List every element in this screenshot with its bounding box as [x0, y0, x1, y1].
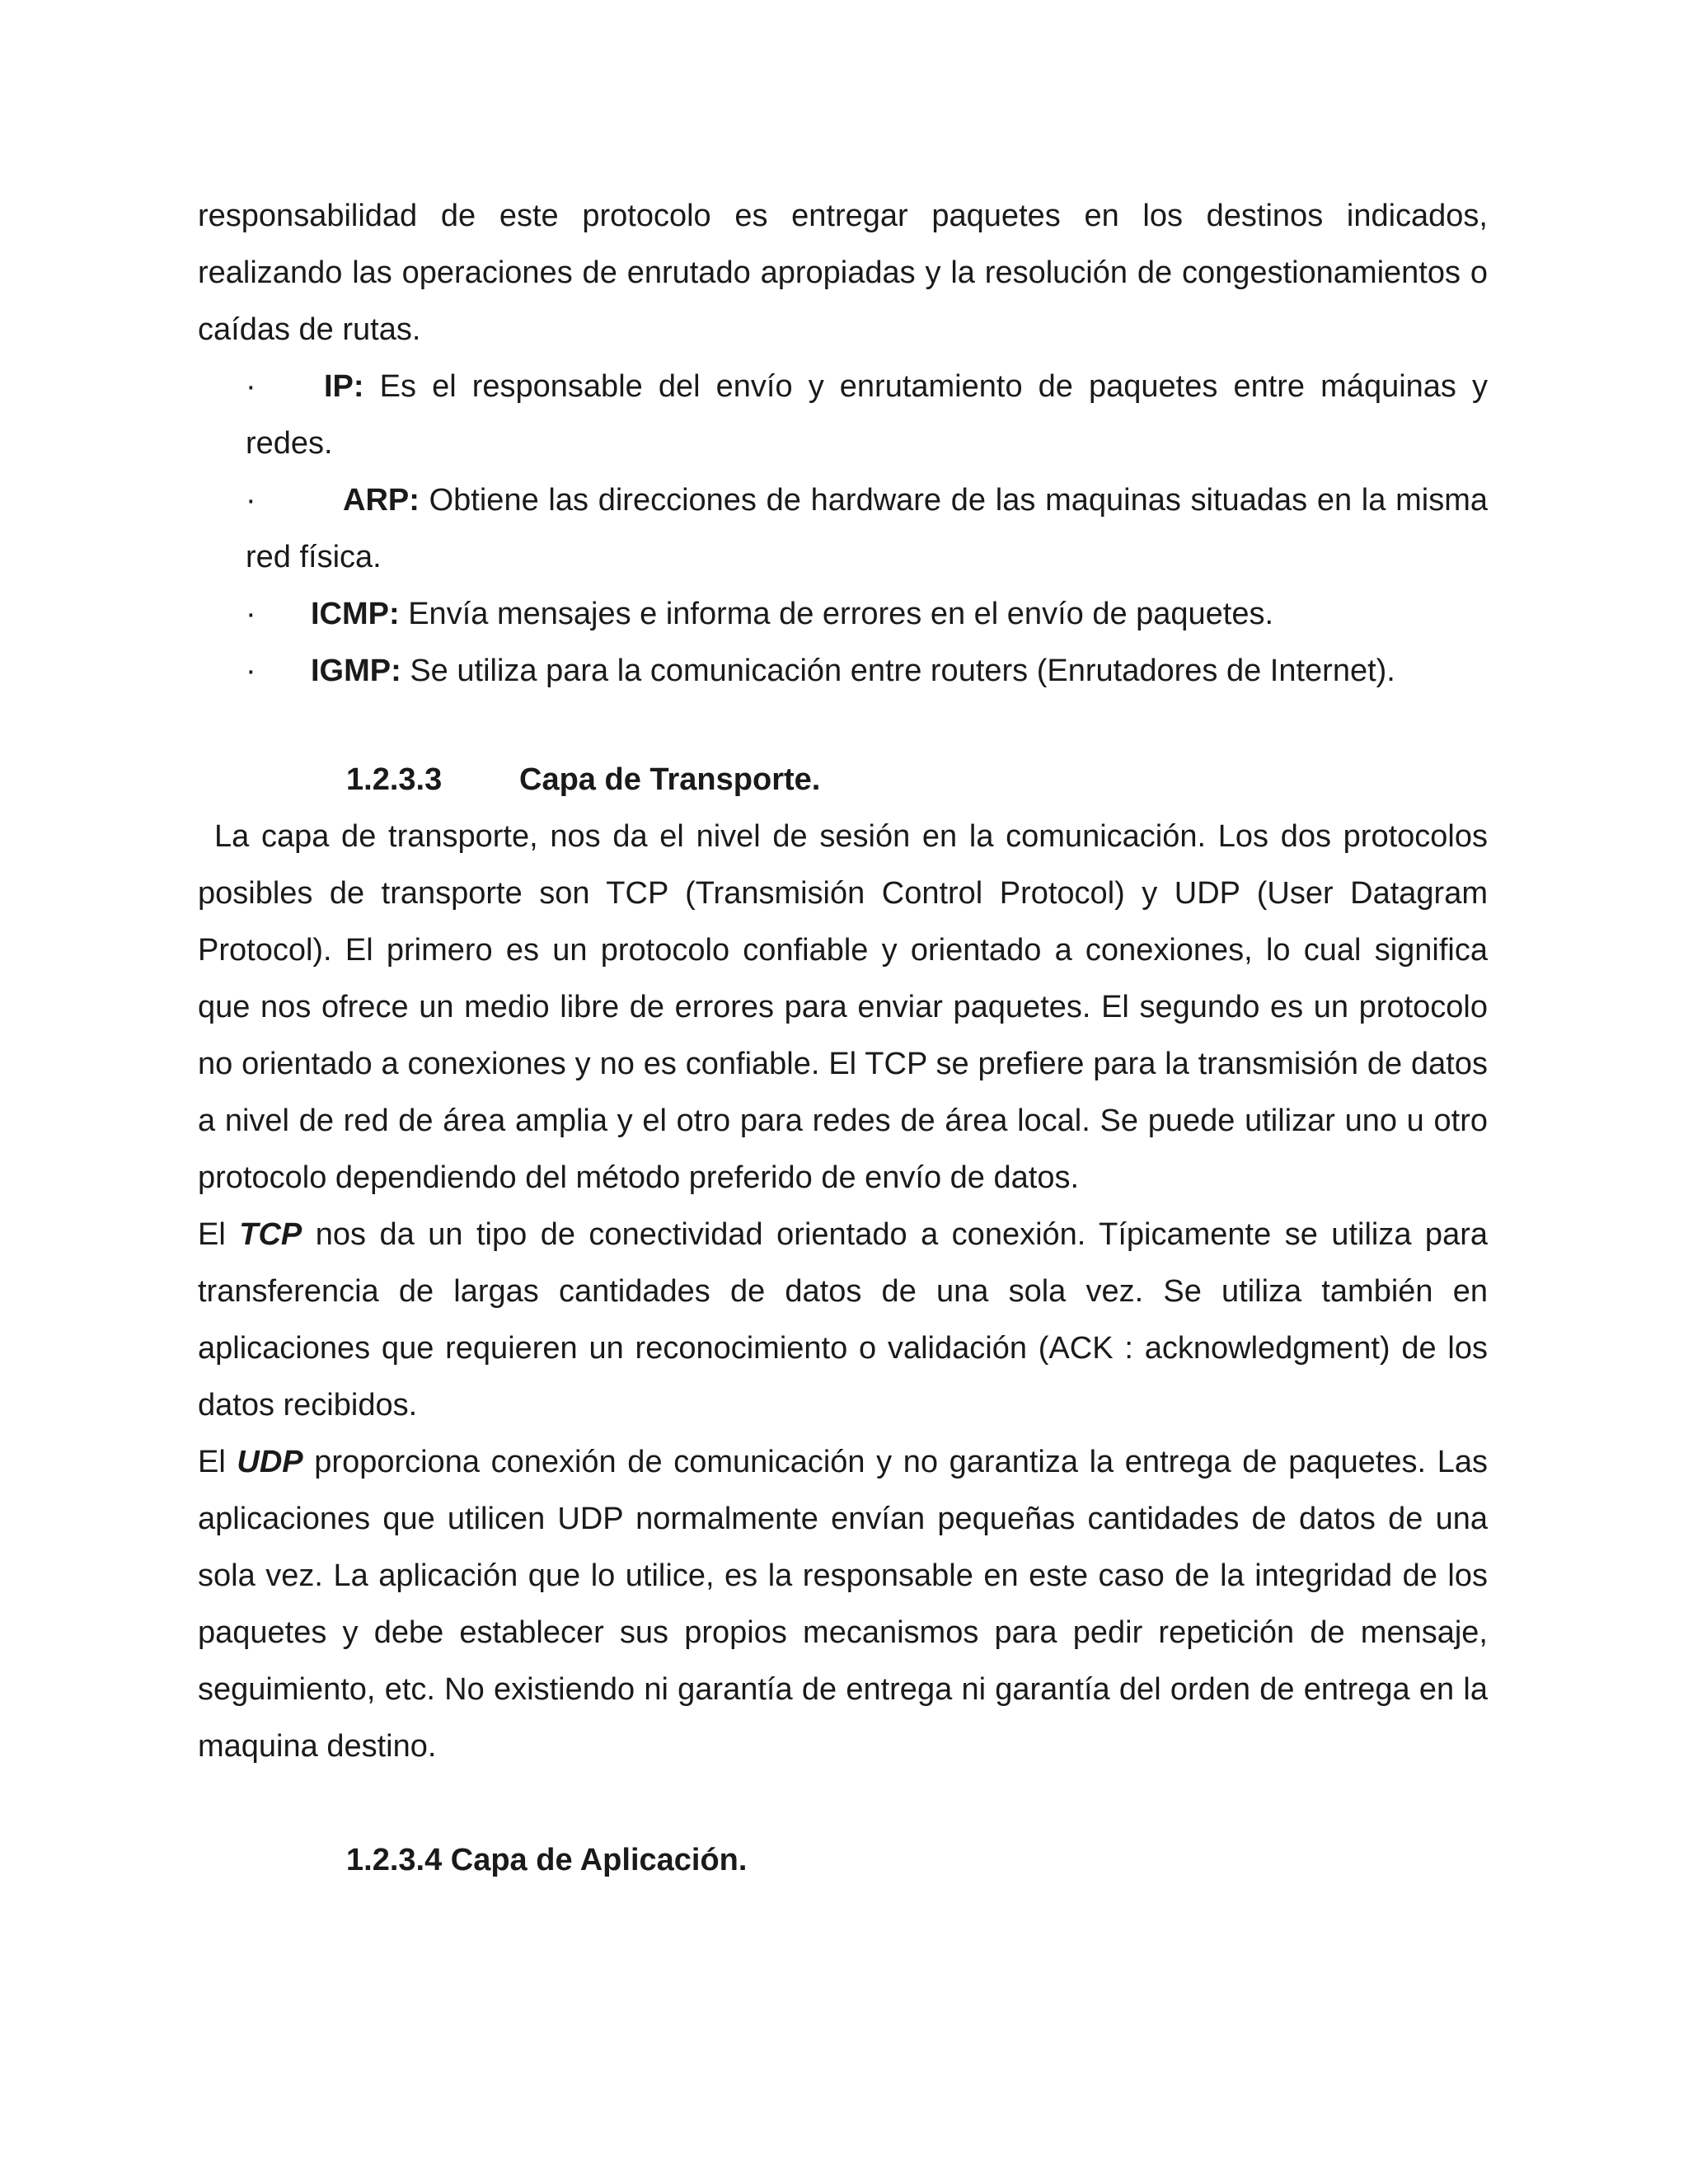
section-heading-application: 1.2.3.4 Capa de Aplicación. — [346, 1843, 748, 1877]
bullet-icmp — [246, 586, 1488, 643]
tcp-paragraph — [198, 1207, 1488, 1434]
bullet-arp — [246, 472, 1488, 586]
udp-prefix: El — [198, 1445, 237, 1479]
section-title: Capa de Transporte. — [519, 762, 821, 797]
bullet-marker: · — [246, 369, 256, 404]
udp-text: proporciona conexión de comunicación y no garantiza la entrega de paquetes. Las aplicaciones que utilicen UDP normalmente envían pequeñas cantidades de datos de una sola vez. La aplicación que lo utilice, es la responsable en este caso de la integridad de los paquetes y debe establecer sus propios mecanismos para pedir repetición de mensaje, seguimiento, etc. No existiendo ni garantía de entrega ni garantía del orden de entrega en la maquina destino. — [198, 1445, 1488, 1764]
bullet-marker: · — [246, 597, 256, 631]
bullet-marker: · — [246, 483, 256, 518]
bullet-text: Envía mensajes e informa de errores en el envío de paquetes. — [399, 597, 1274, 631]
bullet-term: IP: — [324, 369, 364, 404]
bullet-ip — [246, 359, 1488, 472]
bullet-igmp — [246, 643, 1488, 700]
bullet-term: IGMP: — [311, 654, 401, 688]
bullet-marker: · — [246, 654, 256, 688]
transport-paragraph: La capa de transporte, nos da el nivel de sesión en la comunicación. Los dos protocolos posibles de transporte son TCP (Transmisión Control Protocol) y UDP (User Datagram Protocol). El primero es un protocolo confiable y orientado a conexiones, lo cual significa que nos ofrece un medio libre de errores para enviar paquetes. El segundo es un protocolo no orientado a conexiones y no es confiable. El TCP se prefiere para la transmisión de datos a nivel de red de área amplia y el otro para redes de área local. Se puede utilizar uno u otro protocolo dependiendo del método preferido de envío de datos. — [198, 819, 1488, 1195]
bullet-text: Se utiliza para la comunicación entre routers (Enrutadores de Internet). — [401, 654, 1395, 688]
intro-paragraph: responsabilidad de este protocolo es entregar paquetes en los destinos indicados, realizando las operaciones de enrutado apropiadas y la resolución de congestionamientos o caídas de rutas. — [198, 199, 1488, 347]
bullet-text: Obtiene las direcciones de hardware de las maquinas situadas en la misma red física. — [246, 483, 1488, 574]
bullet-term: ICMP: — [311, 597, 400, 631]
tcp-prefix: El — [198, 1217, 240, 1252]
udp-paragraph — [198, 1434, 1488, 1775]
bullet-text: Es el responsable del envío y enrutamiento de paquetes entre máquinas y redes. — [246, 369, 1488, 461]
udp-term: UDP — [237, 1445, 303, 1479]
bullet-term: ARP: — [343, 483, 420, 518]
section-heading-transport — [346, 752, 1488, 808]
tcp-term: TCP — [239, 1217, 302, 1252]
section-number: 1.2.3.3 — [346, 762, 443, 797]
page-content — [198, 188, 1488, 1889]
tcp-text: nos da un tipo de conectividad orientado a conexión. Típicamente se utiliza para transferencia de largas cantidades de datos de una sola vez. Se utiliza también en aplicaciones que requieren un reconocimiento o validación (ACK : acknowledgment) de los datos recibidos. — [198, 1217, 1488, 1422]
